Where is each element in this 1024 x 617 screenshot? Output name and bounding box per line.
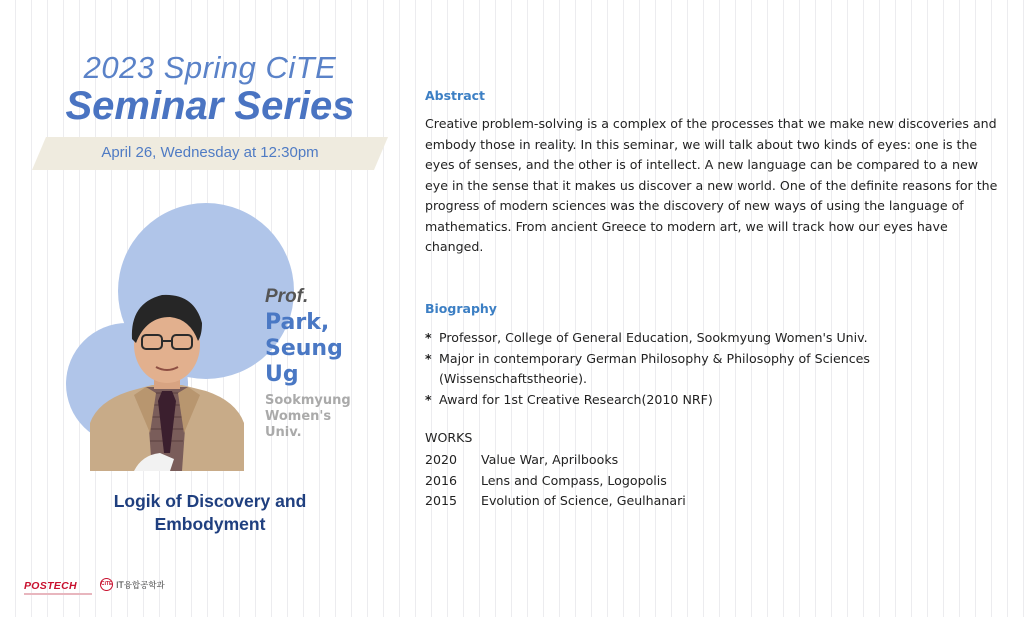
works-title: Evolution of Science, Geulhanari: [481, 493, 686, 508]
works-title: Value War, Aprilbooks: [481, 452, 619, 467]
biography-item: * Award for 1st Creative Research(2010 NRF): [425, 390, 1000, 411]
cite-logo-icon: CiTE: [100, 578, 113, 591]
postech-logo: POSTECH: [24, 580, 77, 592]
talk-title: Logik of Discovery and Embodyment: [113, 491, 307, 534]
biography-item: * Major in contemporary German Philosophy & Philosophy of Sciences (Wissenschaftstheorie).: [425, 350, 870, 386]
bullet-icon: *: [425, 391, 432, 407]
series-title-line1: 2023 Spring CiTE: [83, 50, 337, 85]
abstract-text: Creative problem-solving is a complex of the processes that we make new discoveries and embody those in reality. In this seminar, we will talk about two kinds of eyes: one is the eyes of senses, and the other is of intellect. A new language can be compared to a new eye in the sense that it makes us discover a new world. One of the definite reasons for the progress of modern sciences was the discovery of new ways of using the language of mathematics. From ancient Greece to modern art, we will track how our eyes have changed.: [425, 116, 998, 254]
biography-heading: Biography: [425, 301, 497, 316]
speaker-affiliation: Sookmyung Women's Univ.: [265, 393, 351, 440]
seminar-date: April 26, Wednesday at 12:30pm: [101, 144, 319, 161]
postech-logo-underline: [24, 593, 92, 595]
biography-item: * Professor, College of General Education, Sookmyung Women's Univ.: [425, 328, 1000, 349]
works-list: [425, 450, 686, 512]
works-heading: WORKS: [425, 430, 473, 445]
bullet-icon: *: [425, 350, 432, 366]
works-item: [425, 491, 686, 512]
works-year: 2020: [425, 452, 458, 467]
speaker-name: Park, Seung Ug: [265, 310, 343, 387]
works-item: [425, 471, 686, 492]
series-title-line2: Seminar Series: [65, 84, 355, 128]
works-title: Lens and Compass, Logopolis: [481, 472, 667, 488]
works-year: 2016: [425, 472, 458, 488]
works-year: 2015: [425, 493, 458, 508]
works-item: [425, 450, 686, 471]
abstract-heading: Abstract: [425, 88, 486, 103]
speaker-prefix: Prof.: [265, 286, 309, 307]
speaker-photo: [90, 283, 244, 471]
biography-list: [425, 328, 1000, 410]
bullet-icon: *: [425, 330, 432, 345]
department-name: IT융합공학과: [116, 581, 165, 591]
